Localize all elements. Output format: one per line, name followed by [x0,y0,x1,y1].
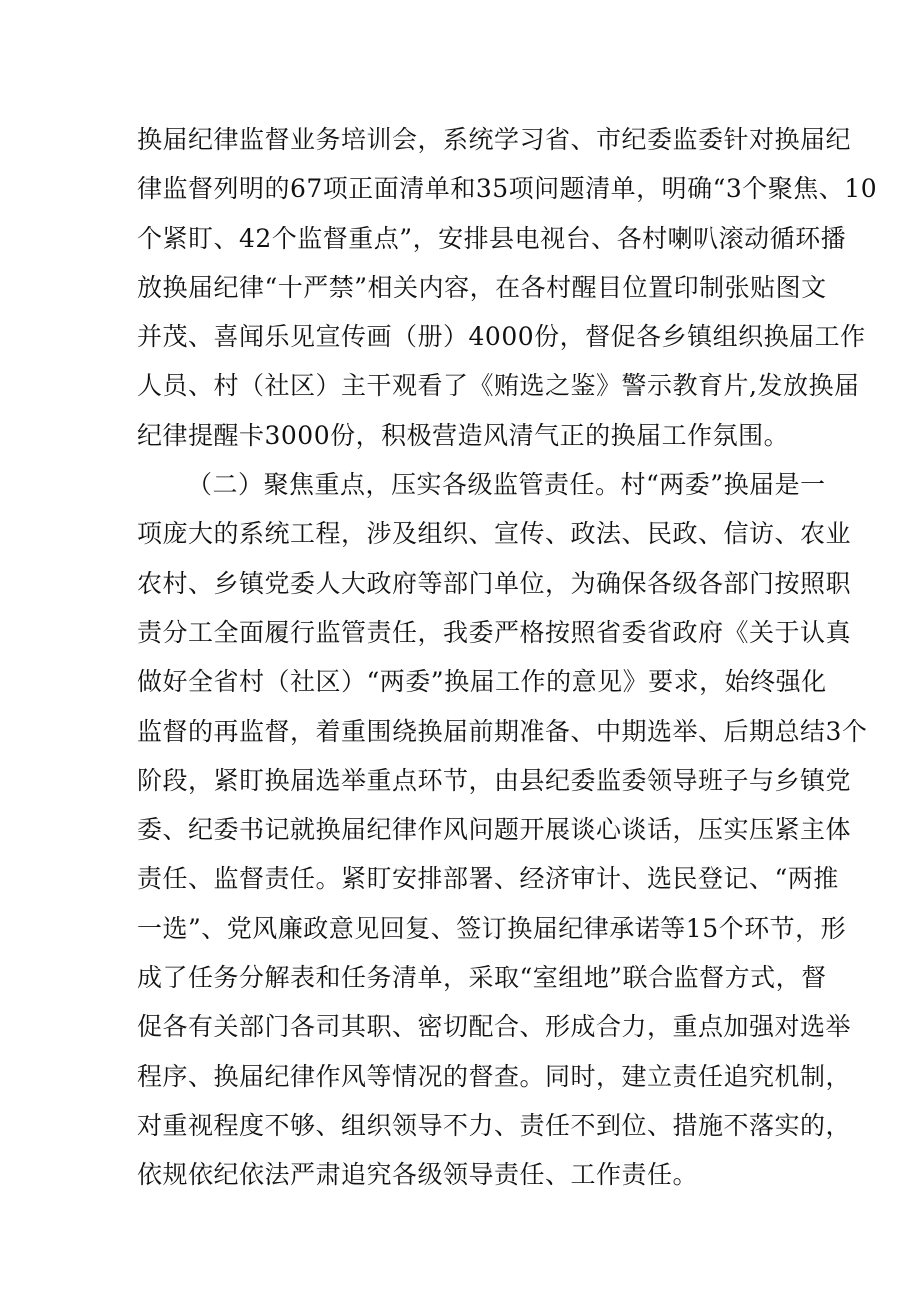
text-line: 促各有关部门各司其职、密切配合、形成合力，重点加强对选举 [137,1012,852,1042]
text-line: 对重视程度不够、组织领导不力、责任不到位、措施不落实的， [137,1110,852,1140]
text-line: 农村、乡镇党委人大政府等部门单位，为确保各级各部门按照职 [137,568,852,598]
text-line: 阶段，紧盯换届选举重点环节，由县纪委监委领导班子与乡镇党 [137,765,852,795]
text-line: 放换届纪律“十严禁”相关内容，在各村醒目位置印制张贴图文 [137,272,827,302]
text-line: 个紧盯、42个监督重点”，安排县电视台、各村喇叭滚动循环播 [137,223,847,253]
text-line: 程序、换届纪律作风等情况的督查。同时，建立责任追究机制， [137,1061,852,1091]
text-line: 换届纪律监督业务培训会，系统学习省、市纪委监委针对换届纪 [137,125,852,154]
text-line: 并茂、喜闻乐见宣传画（册）4000份，督促各乡镇组织换届工作 [137,322,866,352]
section-heading-line: （二）聚焦重点，压实各级监管责任。村“两委”换届是一 [187,470,826,500]
paragraph-2 [137,460,868,1199]
text-line: 纪律提醒卡3000份，积极营造风清气正的换届工作氛围。 [137,420,790,450]
text-line: 人员、村（社区）主干观看了《贿选之鉴》警示教育片,发放换届 [137,371,860,401]
text-line: 依规依纪依法严肃追究各级领导责任、工作责任。 [137,1160,699,1190]
paragraph-1 [137,115,878,460]
text-line: 律监督列明的67项正面清单和35项问题清单，明确“3个聚焦、10 [137,174,878,204]
text-line: 做好全省村（社区）“两委”换届工作的意见》要求，始终强化 [137,667,827,697]
text-line: 责任、监督责任。紧盯安排部署、经济审计、选民登记、“两推 [137,864,839,894]
text-line: 责分工全面履行监管责任，我委严格按照省委省政府《关于认真 [137,617,852,647]
body-text [137,115,878,1200]
text-line: 监督的再监督，着重围绕换届前期准备、中期选举、后期总结3个 [137,716,868,746]
text-line: 项庞大的系统工程，涉及组织、宣传、政法、民政、信访、农业 [137,519,852,549]
text-line: 委、纪委书记就换届纪律作风问题开展谈心谈话，压实压紧主体 [137,815,852,845]
text-line: 成了任务分解表和任务清单，采取“室组地”联合监督方式，督 [137,963,827,993]
text-line: 一选”、党风廉政意见回复、签订换届纪律承诺等15个环节，形 [137,913,847,943]
